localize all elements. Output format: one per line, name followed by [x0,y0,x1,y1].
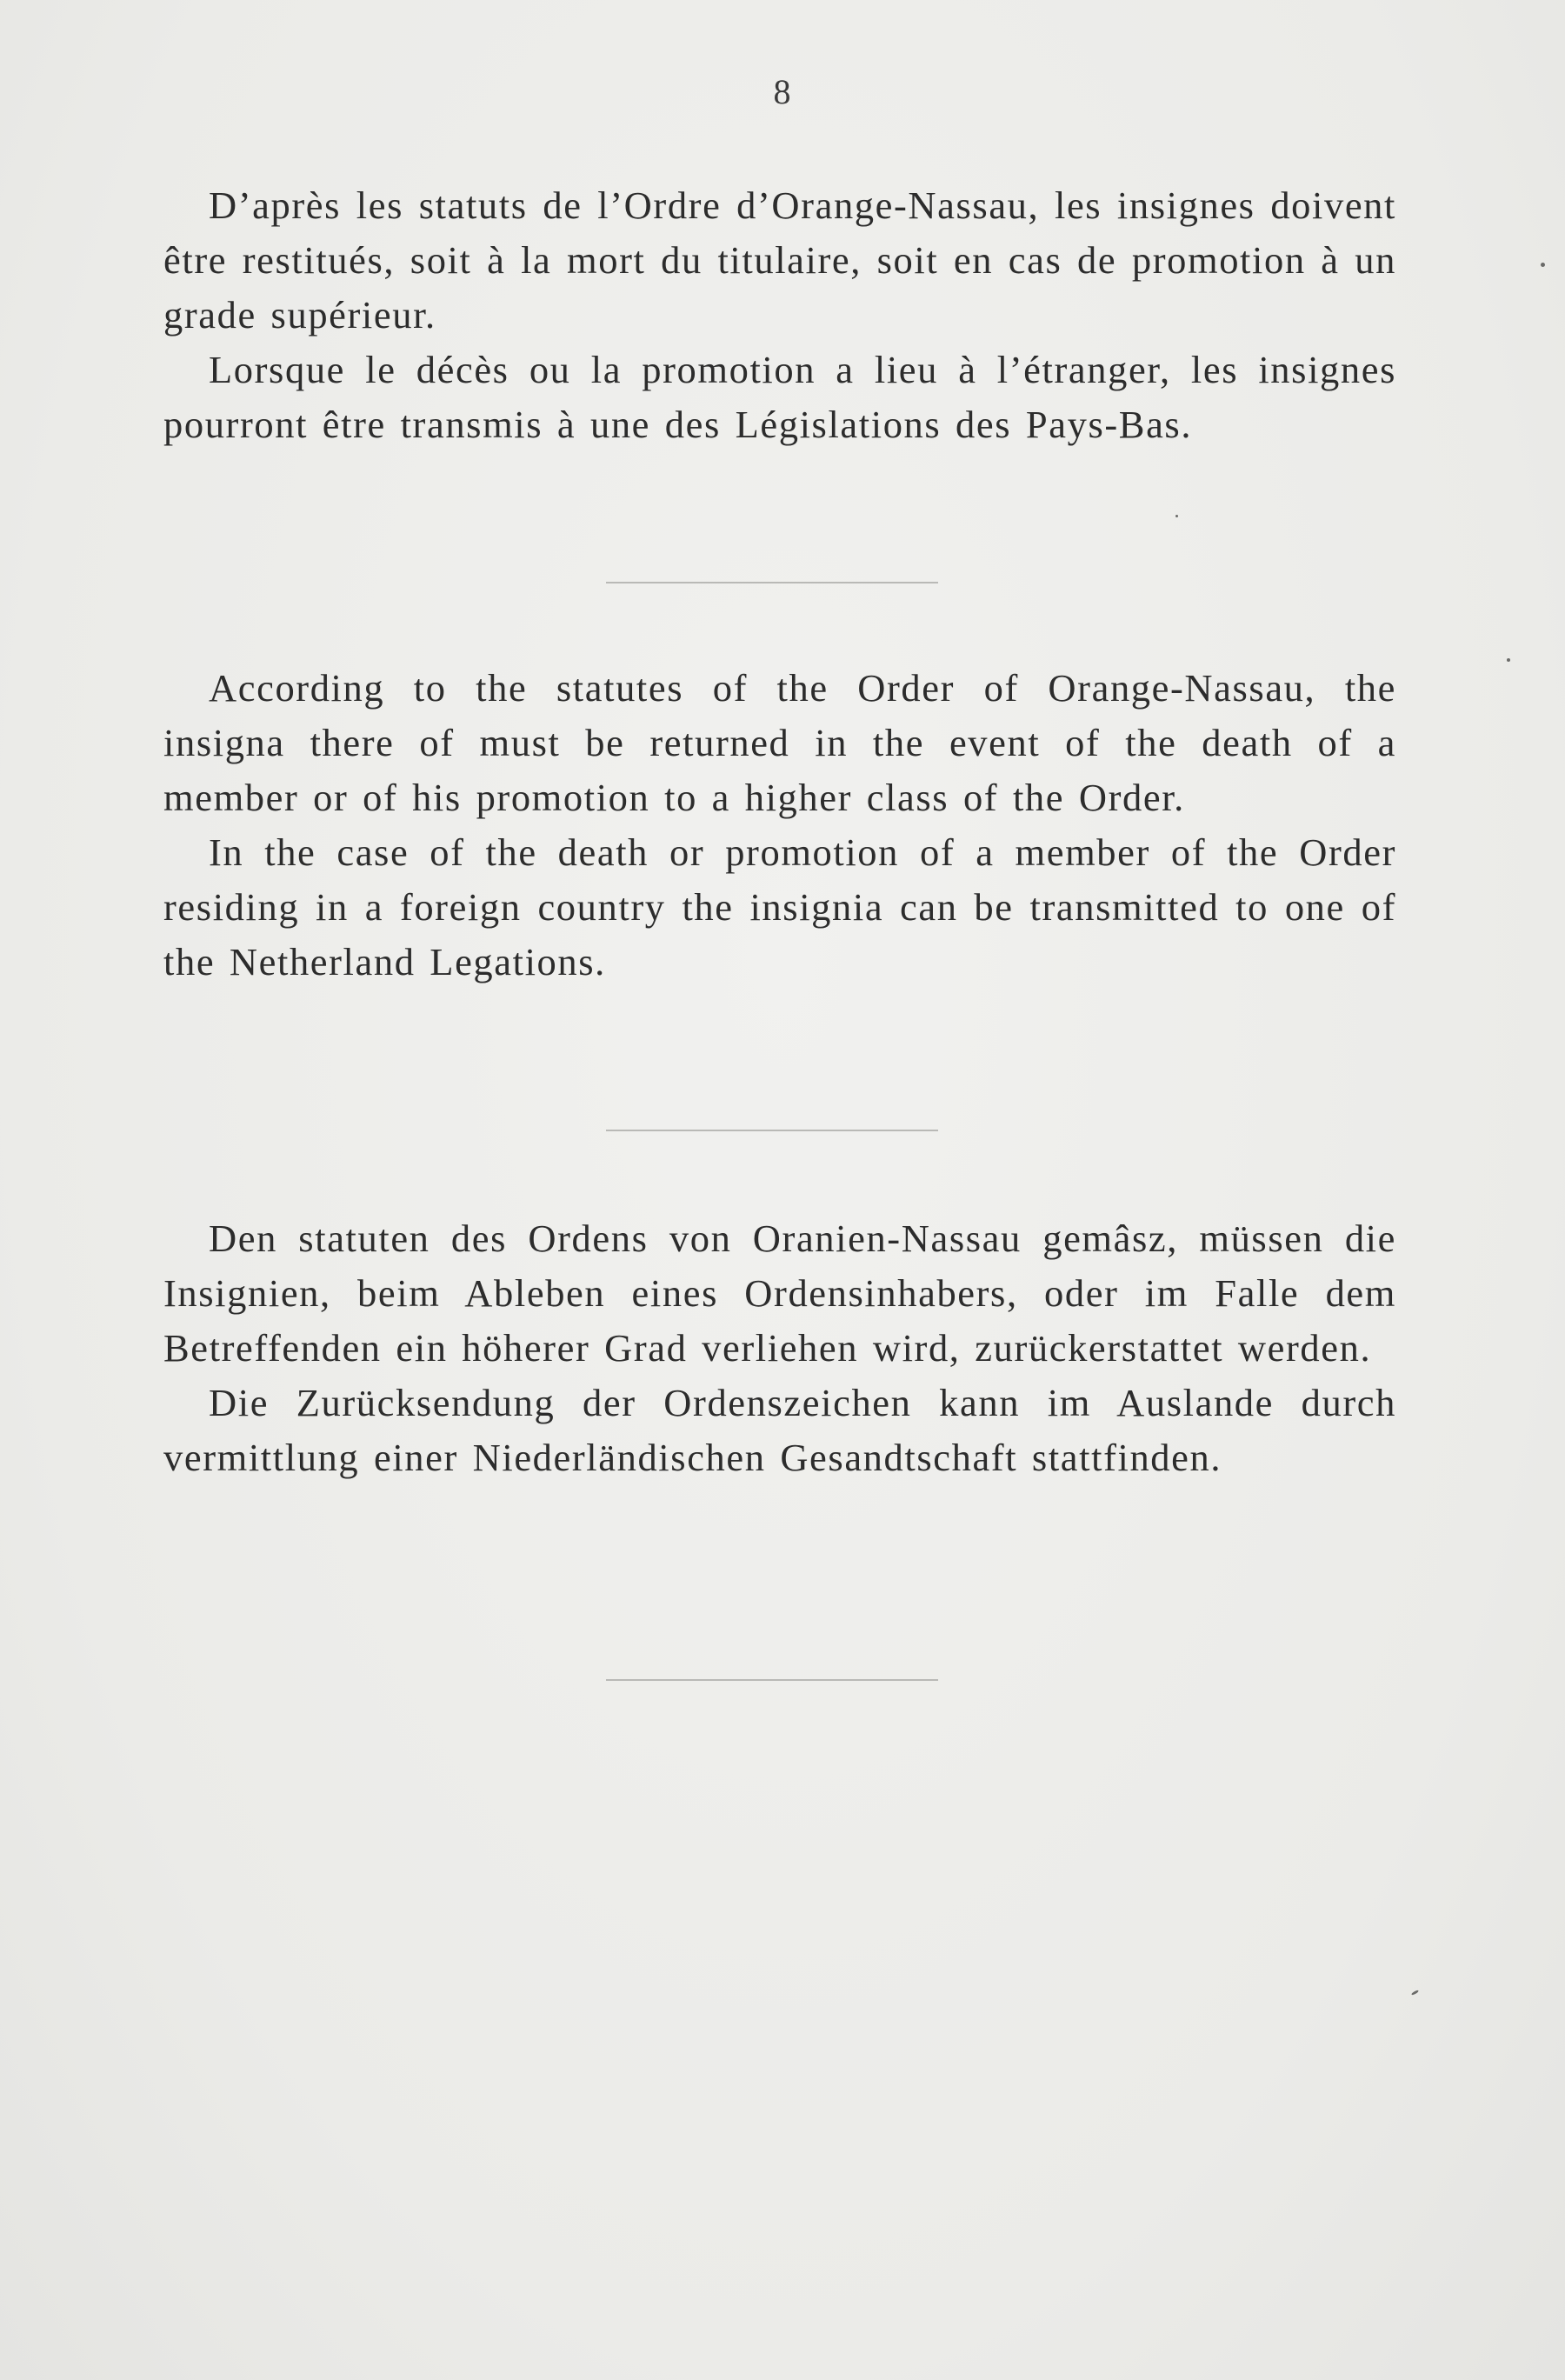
french-paragraph-1: D’après les statuts de l’Ordre d’Orange-Nassau, les insignes doivent être restitués, soit à la mort du titulaire, soit en cas de promotion à un grade supérieur. [163,183,1396,337]
german-paragraph-1: Den statuten des Ordens von Oranien-Nassau gemâsz, müssen die Insignien, beim Ableben eines Ordensinhabers, oder im Falle dem Betreffenden ein höherer Grad verliehen wird, zurückerstattet werden. [163,1217,1396,1370]
page-number: 8 [773,72,792,111]
french-paragraph-2: Lorsque le décès ou la promotion a lieu à l’étranger, les insignes pourront être transmis à une des Législations des Pays-Bas. [163,348,1396,446]
english-paragraph-1: According to the statutes of the Order of Orange-Nassau, the insigna there of must be returned in the event of the death of a member or of his promotion to a higher class of the Order. [163,666,1396,819]
section-divider [606,582,938,583]
english-section [163,661,1396,990]
paper-speck [1175,515,1178,517]
section-divider [606,1130,938,1131]
french-section [163,178,1396,452]
section-divider [606,1679,938,1681]
german-section [163,1211,1396,1485]
paper-speck [1541,263,1545,267]
german-paragraph-2: Die Zurücksendung der Ordenszeichen kann im Auslande durch vermittlung einer Niederländischen Gesandtschaft stattfinden. [163,1381,1396,1479]
paper-speck [1507,658,1510,662]
paper-speck [1411,1990,1419,1996]
english-paragraph-2: In the case of the death or promotion of a member of the Order residing in a foreign country the insignia can be transmitted to one of the Netherland Legations. [163,830,1396,983]
